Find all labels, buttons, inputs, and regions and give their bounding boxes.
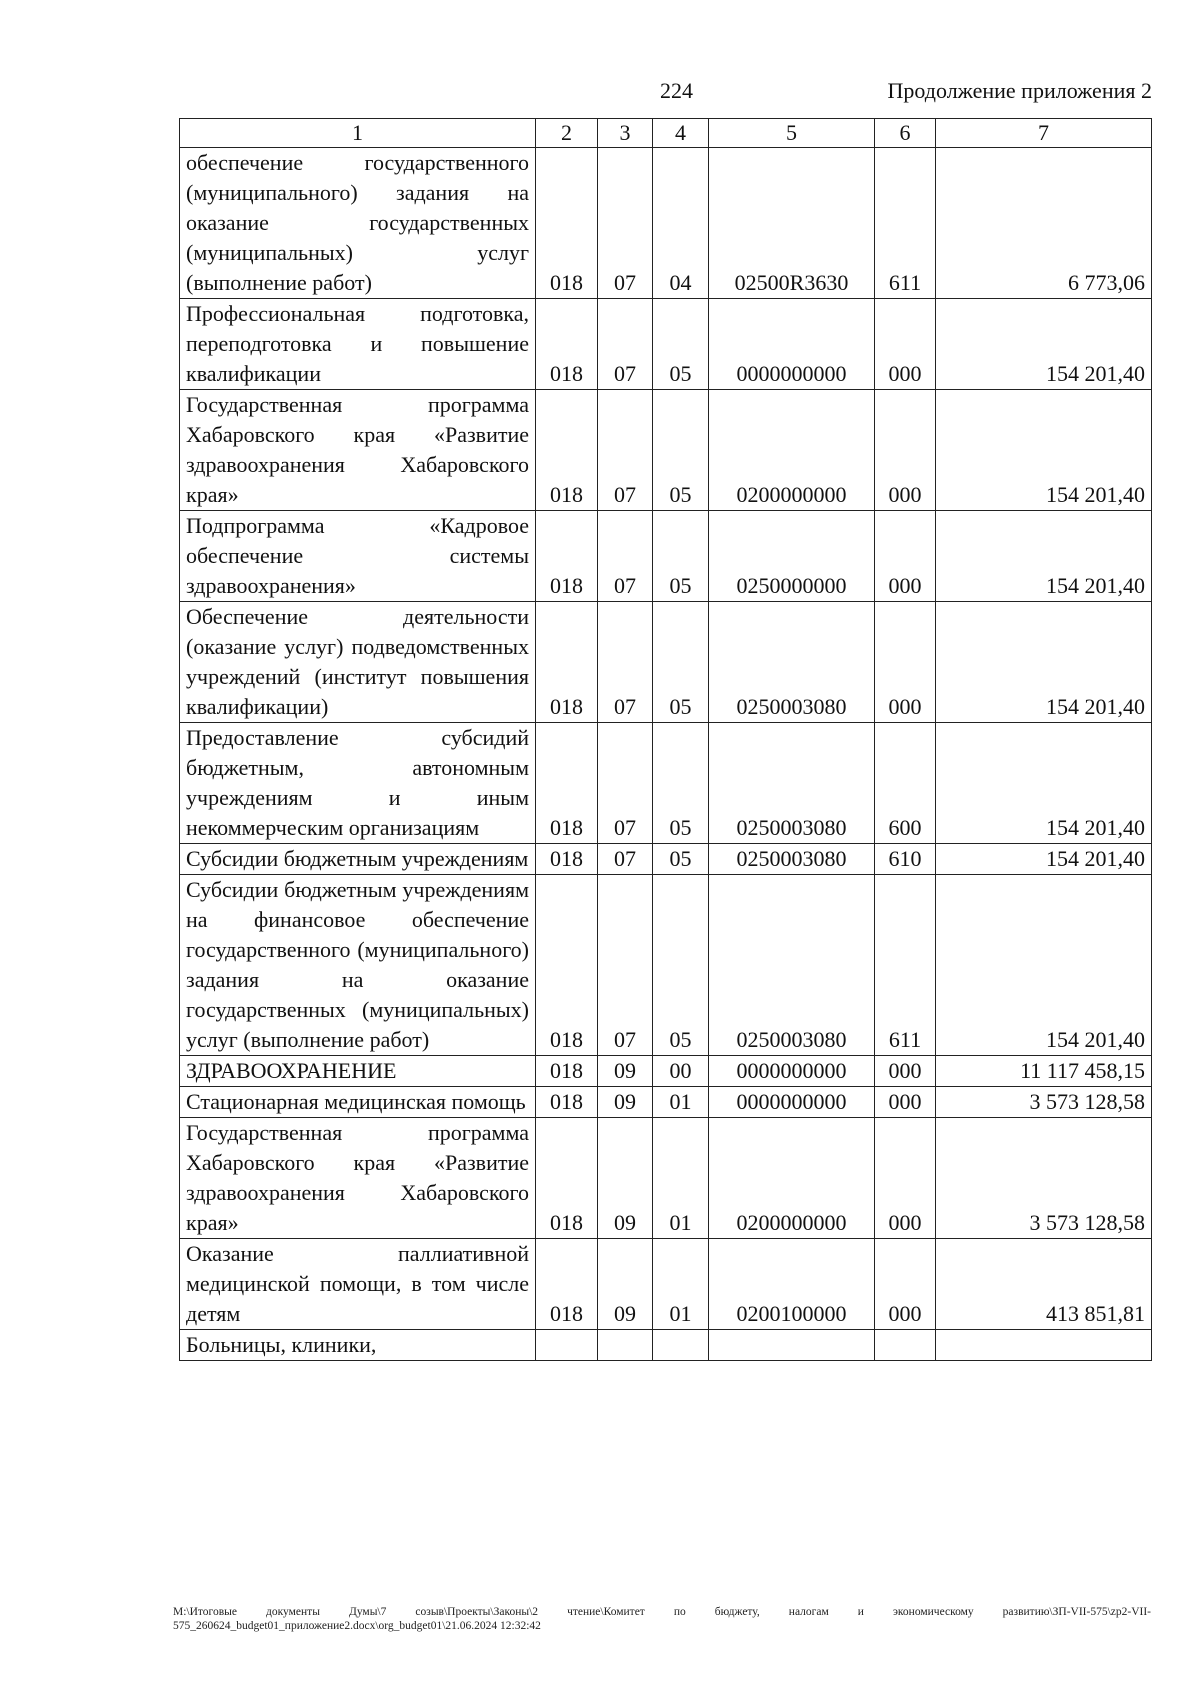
target-article-code: 0200000000 xyxy=(709,1118,875,1239)
amount: 413 851,81 xyxy=(936,1239,1152,1330)
ministry-code: 018 xyxy=(536,723,598,844)
ministry-code: 018 xyxy=(536,1087,598,1118)
subsection-code: 05 xyxy=(653,844,709,875)
ministry-code: 018 xyxy=(536,1118,598,1239)
subsection-code: 05 xyxy=(653,875,709,1056)
section-code: 09 xyxy=(598,1056,653,1087)
section-code: 09 xyxy=(598,1118,653,1239)
continuation-label: Продолжение приложения 2 xyxy=(887,78,1152,103)
amount: 154 201,40 xyxy=(936,390,1152,511)
expense-type-code: 600 xyxy=(875,723,936,844)
row-name: Оказание паллиативной медицинской помощи, в том числе детям xyxy=(180,1239,536,1330)
amount: 3 573 128,58 xyxy=(936,1087,1152,1118)
target-article-code: 0250003080 xyxy=(709,844,875,875)
table-row xyxy=(180,390,1152,511)
table-row xyxy=(180,723,1152,844)
target-article-code: 0200000000 xyxy=(709,390,875,511)
amount: 154 201,40 xyxy=(936,723,1152,844)
ministry-code: 018 xyxy=(536,1239,598,1330)
amount: 154 201,40 xyxy=(936,844,1152,875)
ministry-code: 018 xyxy=(536,390,598,511)
row-name: Предоставление субсидий бюджетным, автономным учреждениям и иным некоммерческим организациям xyxy=(180,723,536,844)
section-code: 07 xyxy=(598,723,653,844)
column-header: 3 xyxy=(598,119,653,148)
section-code: 07 xyxy=(598,844,653,875)
table-row xyxy=(180,1239,1152,1330)
subsection-code: 05 xyxy=(653,602,709,723)
amount: 3 573 128,58 xyxy=(936,1118,1152,1239)
table-row xyxy=(180,511,1152,602)
ministry-code: 018 xyxy=(536,602,598,723)
expense-type-code: 000 xyxy=(875,1087,936,1118)
expense-type-code: 000 xyxy=(875,602,936,723)
table-row xyxy=(180,1087,1152,1118)
row-name: Больницы, клиники, xyxy=(180,1330,536,1361)
section-code: 07 xyxy=(598,602,653,723)
row-name: Субсидии бюджетным учреждениям на финансовое обеспечение государственного (муниципального) задания на оказание государственных (муниципальных) услуг (выполнение работ) xyxy=(180,875,536,1056)
column-header: 2 xyxy=(536,119,598,148)
row-name: Профессиональная подготовка, переподготовка и повышение квалификации xyxy=(180,299,536,390)
expense-type-code: 611 xyxy=(875,148,936,299)
table-row xyxy=(180,1118,1152,1239)
expense-type-code: 000 xyxy=(875,390,936,511)
table-row xyxy=(180,1056,1152,1087)
expense-type-code: 611 xyxy=(875,875,936,1056)
ministry-code: 018 xyxy=(536,875,598,1056)
table-row xyxy=(180,299,1152,390)
target-article-code: 0250003080 xyxy=(709,602,875,723)
subsection-code: 05 xyxy=(653,299,709,390)
amount: 154 201,40 xyxy=(936,875,1152,1056)
subsection-code: 05 xyxy=(653,511,709,602)
target-article-code xyxy=(709,1330,875,1361)
page-number: 224 xyxy=(660,78,693,103)
subsection-code: 05 xyxy=(653,723,709,844)
amount xyxy=(936,1330,1152,1361)
row-name: Государственная программа Хабаровского края «Развитие здравоохранения Хабаровского края» xyxy=(180,390,536,511)
ministry-code: 018 xyxy=(536,511,598,602)
ministry-code xyxy=(536,1330,598,1361)
subsection-code xyxy=(653,1330,709,1361)
expense-type-code: 000 xyxy=(875,1056,936,1087)
expense-type-code xyxy=(875,1330,936,1361)
subsection-code: 04 xyxy=(653,148,709,299)
subsection-code: 01 xyxy=(653,1239,709,1330)
ministry-code: 018 xyxy=(536,1056,598,1087)
section-code xyxy=(598,1330,653,1361)
table-row xyxy=(180,1330,1152,1361)
row-name: Государственная программа Хабаровского края «Развитие здравоохранения Хабаровского края» xyxy=(180,1118,536,1239)
expense-type-code: 000 xyxy=(875,1118,936,1239)
amount: 154 201,40 xyxy=(936,299,1152,390)
section-code: 07 xyxy=(598,875,653,1056)
target-article-code: 0000000000 xyxy=(709,1087,875,1118)
row-name: ЗДРАВООХРАНЕНИЕ xyxy=(180,1056,536,1087)
column-header: 5 xyxy=(709,119,875,148)
table-row xyxy=(180,148,1152,299)
subsection-code: 05 xyxy=(653,390,709,511)
section-code: 07 xyxy=(598,148,653,299)
target-article-code: 0000000000 xyxy=(709,1056,875,1087)
amount: 154 201,40 xyxy=(936,511,1152,602)
row-name: Субсидии бюджетным учреждениям xyxy=(180,844,536,875)
file-path-footer: M:\Итоговые документы Думы\7 созыв\Проекты\Законы\2 чтение\Комитет по бюджету, налогам и экономическому развитию\ЗП-VII-575\zp2-VII-575_260624_budget01_приложение2.docx\org_budget01\21.06.2024 12:32:42 xyxy=(173,1606,1151,1632)
expense-type-code: 000 xyxy=(875,511,936,602)
section-code: 09 xyxy=(598,1239,653,1330)
amount: 154 201,40 xyxy=(936,602,1152,723)
expense-type-code: 610 xyxy=(875,844,936,875)
ministry-code: 018 xyxy=(536,844,598,875)
target-article-code: 02500R3630 xyxy=(709,148,875,299)
table-row xyxy=(180,875,1152,1056)
section-code: 07 xyxy=(598,511,653,602)
ministry-code: 018 xyxy=(536,299,598,390)
row-name: Обеспечение деятельности (оказание услуг) подведомственных учреждений (институт повышения квалификации) xyxy=(180,602,536,723)
target-article-code: 0000000000 xyxy=(709,299,875,390)
budget-table xyxy=(179,118,1152,1361)
row-name: Подпрограмма «Кадровое обеспечение системы здравоохранения» xyxy=(180,511,536,602)
column-number-row xyxy=(180,119,1152,148)
subsection-code: 01 xyxy=(653,1118,709,1239)
amount: 6 773,06 xyxy=(936,148,1152,299)
row-name: Стационарная медицинская помощь xyxy=(180,1087,536,1118)
section-code: 07 xyxy=(598,390,653,511)
amount: 11 117 458,15 xyxy=(936,1056,1152,1087)
row-name: обеспечение государственного (муниципального) задания на оказание государственных (муниципальных) услуг (выполнение работ) xyxy=(180,148,536,299)
section-code: 07 xyxy=(598,299,653,390)
table-row xyxy=(180,844,1152,875)
column-header: 4 xyxy=(653,119,709,148)
expense-type-code: 000 xyxy=(875,1239,936,1330)
subsection-code: 00 xyxy=(653,1056,709,1087)
target-article-code: 0200100000 xyxy=(709,1239,875,1330)
target-article-code: 0250003080 xyxy=(709,723,875,844)
ministry-code: 018 xyxy=(536,148,598,299)
section-code: 09 xyxy=(598,1087,653,1118)
target-article-code: 0250000000 xyxy=(709,511,875,602)
subsection-code: 01 xyxy=(653,1087,709,1118)
column-header: 7 xyxy=(936,119,1152,148)
target-article-code: 0250003080 xyxy=(709,875,875,1056)
column-header: 1 xyxy=(180,119,536,148)
table-row xyxy=(180,602,1152,723)
column-header: 6 xyxy=(875,119,936,148)
expense-type-code: 000 xyxy=(875,299,936,390)
